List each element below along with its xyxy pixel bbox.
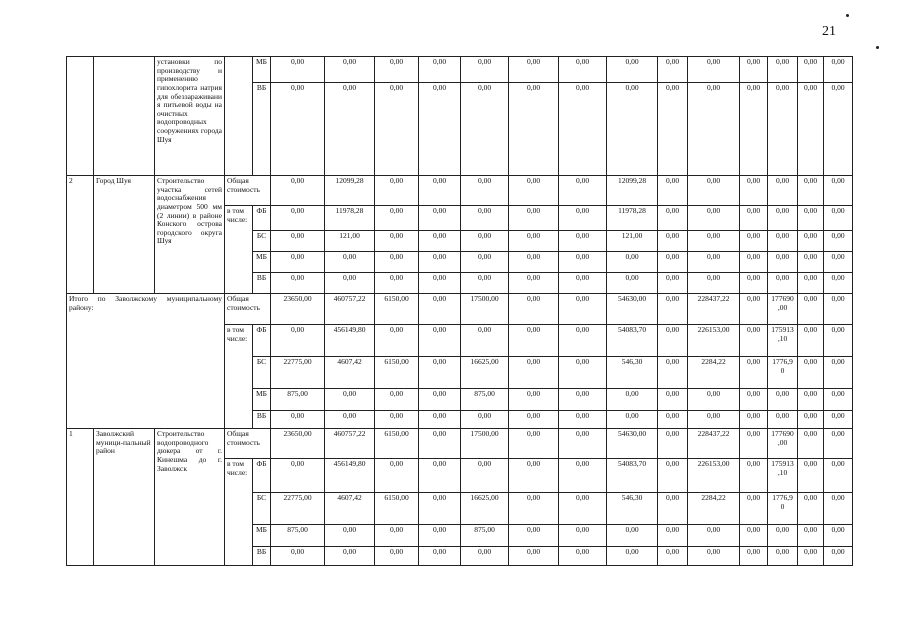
value-cell: 0,00 (509, 493, 559, 525)
value-cell: 0,00 (325, 83, 375, 176)
value-cell: 0,00 (658, 493, 688, 525)
value-cell: 0,00 (824, 411, 853, 429)
value-cell: 0,00 (688, 206, 740, 231)
value-cell: 0,00 (509, 252, 559, 273)
value-cell: 0,00 (740, 525, 768, 547)
value-cell: 0,00 (658, 429, 688, 459)
value-cell: 456149,80 (325, 459, 375, 493)
value-cell: 0,00 (658, 325, 688, 357)
value-cell: 875,00 (271, 389, 325, 411)
row-number (67, 57, 94, 176)
total-cost-label: Общая стоимость (225, 294, 271, 325)
value-cell: 0,00 (461, 252, 509, 273)
funding-source: ВБ (253, 411, 271, 429)
value-cell: 0,00 (824, 252, 853, 273)
value-cell: 0,00 (824, 176, 853, 206)
value-cell: 0,00 (375, 206, 419, 231)
value-cell: 0,00 (509, 429, 559, 459)
value-cell: 456149,80 (325, 325, 375, 357)
value-cell: 0,00 (419, 547, 461, 566)
value-cell: 0,00 (509, 547, 559, 566)
value-cell: 0,00 (658, 176, 688, 206)
municipality-name: Город Шуя (94, 176, 155, 294)
value-cell: 0,00 (559, 357, 607, 389)
value-cell: 0,00 (798, 429, 824, 459)
table-row (67, 429, 853, 459)
value-cell: 0,00 (607, 83, 658, 176)
value-cell: 22775,00 (271, 357, 325, 389)
value-cell: 0,00 (658, 294, 688, 325)
including-label: в том числе: (225, 206, 253, 294)
value-cell: 0,00 (509, 459, 559, 493)
value-cell: 0,00 (740, 493, 768, 525)
object-name: установки по производству и применению гипохлорита натрия для обеззараживани я питьевой воды на очистных водопроводных сооружениях города Шуя (155, 57, 225, 176)
value-cell: 0,00 (798, 389, 824, 411)
value-cell: 0,00 (607, 252, 658, 273)
value-cell: 0,00 (419, 273, 461, 294)
value-cell: 0,00 (271, 325, 325, 357)
value-cell: 0,00 (559, 547, 607, 566)
value-cell: 0,00 (375, 389, 419, 411)
value-cell: 0,00 (768, 252, 798, 273)
value-cell: 0,00 (688, 273, 740, 294)
value-cell: 0,00 (658, 57, 688, 83)
value-cell: 0,00 (740, 252, 768, 273)
value-cell: 0,00 (509, 525, 559, 547)
value-cell: 0,00 (798, 57, 824, 83)
value-cell: 0,00 (658, 389, 688, 411)
value-cell: 0,00 (658, 273, 688, 294)
value-cell: 2284,22 (688, 357, 740, 389)
value-cell: 0,00 (325, 547, 375, 566)
value-cell: 0,00 (768, 231, 798, 252)
funding-source: МБ (253, 389, 271, 411)
value-cell: 0,00 (768, 273, 798, 294)
value-cell: 0,00 (798, 273, 824, 294)
value-cell: 0,00 (375, 176, 419, 206)
value-cell: 0,00 (740, 176, 768, 206)
value-cell: 0,00 (509, 294, 559, 325)
value-cell: 0,00 (559, 459, 607, 493)
table-row (67, 176, 853, 206)
value-cell: 0,00 (559, 325, 607, 357)
value-cell: 0,00 (375, 83, 419, 176)
value-cell: 6150,00 (375, 493, 419, 525)
table-row (67, 294, 853, 325)
value-cell: 11978,28 (607, 206, 658, 231)
value-cell: 0,00 (509, 231, 559, 252)
value-cell: 0,00 (559, 389, 607, 411)
value-cell: 0,00 (559, 411, 607, 429)
value-cell: 0,00 (658, 411, 688, 429)
object-name: Строительство водопроводного дюкера от г. Кинешма до г. Заволжск (155, 429, 225, 566)
value-cell: 17500,00 (461, 294, 509, 325)
value-cell: 0,00 (658, 83, 688, 176)
value-cell: 0,00 (419, 493, 461, 525)
value-cell: 0,00 (740, 273, 768, 294)
value-cell: 0,00 (768, 57, 798, 83)
value-cell: 0,00 (509, 176, 559, 206)
including-label: в том числе: (225, 459, 253, 566)
value-cell: 22775,00 (271, 493, 325, 525)
value-cell: 0,00 (740, 357, 768, 389)
value-cell: 0,00 (768, 389, 798, 411)
value-cell: 0,00 (419, 57, 461, 83)
value-cell: 0,00 (658, 525, 688, 547)
value-cell: 0,00 (740, 325, 768, 357)
funding-source: ВБ (253, 547, 271, 566)
page-number: 21 (822, 24, 836, 39)
value-cell: 1776,9 0 (768, 493, 798, 525)
value-cell: 1776,9 0 (768, 357, 798, 389)
value-cell: 4607,42 (325, 357, 375, 389)
funding-source: БС (253, 231, 271, 252)
value-cell: 0,00 (688, 389, 740, 411)
value-cell: 0,00 (375, 459, 419, 493)
value-cell: 0,00 (688, 231, 740, 252)
value-cell: 0,00 (559, 273, 607, 294)
value-cell: 0,00 (375, 525, 419, 547)
value-cell: 0,00 (559, 525, 607, 547)
value-cell: 0,00 (824, 525, 853, 547)
value-cell: 0,00 (509, 389, 559, 411)
funding-source: ФБ (253, 206, 271, 231)
value-cell: 0,00 (375, 57, 419, 83)
value-cell: 0,00 (419, 294, 461, 325)
value-cell: 0,00 (798, 252, 824, 273)
value-cell: 177690 ,00 (768, 294, 798, 325)
value-cell: 0,00 (461, 206, 509, 231)
value-cell: 0,00 (461, 83, 509, 176)
value-cell: 0,00 (658, 252, 688, 273)
funding-source: ФБ (253, 325, 271, 357)
financing-table (66, 56, 853, 566)
table-body (67, 57, 853, 566)
value-cell: 0,00 (798, 357, 824, 389)
value-cell: 0,00 (375, 231, 419, 252)
value-cell: 546,30 (607, 493, 658, 525)
value-cell: 0,00 (559, 176, 607, 206)
value-cell: 0,00 (607, 57, 658, 83)
row-number: 1 (67, 429, 94, 566)
value-cell: 0,00 (559, 231, 607, 252)
value-cell: 0,00 (824, 325, 853, 357)
value-cell: 0,00 (658, 357, 688, 389)
value-cell: 121,00 (325, 231, 375, 252)
value-cell: 0,00 (824, 493, 853, 525)
value-cell: 0,00 (768, 547, 798, 566)
value-cell: 226153,00 (688, 459, 740, 493)
value-cell: 0,00 (325, 252, 375, 273)
value-cell: 0,00 (740, 411, 768, 429)
value-cell: 0,00 (271, 252, 325, 273)
value-cell: 0,00 (658, 459, 688, 493)
value-cell: 0,00 (419, 389, 461, 411)
value-cell: 0,00 (419, 429, 461, 459)
value-cell: 2284,22 (688, 493, 740, 525)
value-cell: 0,00 (658, 206, 688, 231)
value-cell: 0,00 (461, 325, 509, 357)
value-cell: 0,00 (740, 231, 768, 252)
value-cell: 0,00 (419, 459, 461, 493)
value-cell: 0,00 (688, 176, 740, 206)
value-cell: 0,00 (798, 525, 824, 547)
value-cell: 0,00 (559, 493, 607, 525)
value-cell: 0,00 (658, 547, 688, 566)
value-cell: 23650,00 (271, 294, 325, 325)
value-cell: 0,00 (509, 206, 559, 231)
value-cell: 0,00 (375, 252, 419, 273)
table-row (67, 57, 853, 83)
value-cell: 0,00 (688, 57, 740, 83)
value-cell: 0,00 (509, 83, 559, 176)
value-cell: 0,00 (768, 83, 798, 176)
value-cell: 0,00 (798, 176, 824, 206)
value-cell: 875,00 (271, 525, 325, 547)
total-cost-label: Общая стоимость (225, 176, 271, 206)
value-cell: 228437,22 (688, 429, 740, 459)
value-cell: 0,00 (768, 525, 798, 547)
value-cell: 0,00 (688, 525, 740, 547)
value-cell: 0,00 (824, 83, 853, 176)
value-cell: 177690 ,00 (768, 429, 798, 459)
value-cell: 0,00 (271, 57, 325, 83)
value-cell: 16625,00 (461, 493, 509, 525)
value-cell: 0,00 (271, 411, 325, 429)
value-cell: 0,00 (740, 459, 768, 493)
value-cell: 0,00 (607, 389, 658, 411)
value-cell: 0,00 (740, 57, 768, 83)
value-cell: 0,00 (798, 83, 824, 176)
funding-source: БС (253, 493, 271, 525)
blank-label-cell (225, 57, 253, 176)
value-cell: 0,00 (740, 294, 768, 325)
value-cell: 0,00 (768, 206, 798, 231)
funding-source: ФБ (253, 459, 271, 493)
value-cell: 175913 ,10 (768, 325, 798, 357)
value-cell: 0,00 (461, 231, 509, 252)
value-cell: 0,00 (559, 206, 607, 231)
value-cell: 0,00 (798, 459, 824, 493)
value-cell: 0,00 (325, 273, 375, 294)
value-cell: 0,00 (740, 547, 768, 566)
object-name: Строительство участка сетей водоснабжения диаметром 500 мм (2 линии) в районе Конского острова городского округа Шуя (155, 176, 225, 294)
value-cell: 0,00 (375, 325, 419, 357)
funding-source: МБ (253, 57, 271, 83)
value-cell: 0,00 (419, 206, 461, 231)
value-cell: 0,00 (461, 547, 509, 566)
value-cell: 0,00 (607, 411, 658, 429)
value-cell: 12099,28 (607, 176, 658, 206)
value-cell: 0,00 (768, 176, 798, 206)
value-cell: 0,00 (461, 459, 509, 493)
value-cell: 0,00 (559, 83, 607, 176)
value-cell: 0,00 (824, 389, 853, 411)
value-cell: 0,00 (419, 176, 461, 206)
value-cell: 0,00 (824, 206, 853, 231)
value-cell: 0,00 (419, 83, 461, 176)
value-cell: 0,00 (461, 411, 509, 429)
value-cell: 0,00 (688, 252, 740, 273)
value-cell: 460757,22 (325, 294, 375, 325)
value-cell: 175913 ,10 (768, 459, 798, 493)
value-cell: 0,00 (740, 206, 768, 231)
value-cell: 0,00 (375, 547, 419, 566)
value-cell: 228437,22 (688, 294, 740, 325)
scan-speck (876, 46, 879, 49)
value-cell: 0,00 (461, 57, 509, 83)
value-cell: 0,00 (824, 273, 853, 294)
funding-source: МБ (253, 252, 271, 273)
value-cell: 0,00 (607, 525, 658, 547)
value-cell: 0,00 (461, 176, 509, 206)
value-cell: 875,00 (461, 525, 509, 547)
value-cell: 0,00 (740, 389, 768, 411)
value-cell: 0,00 (798, 206, 824, 231)
value-cell: 0,00 (271, 176, 325, 206)
value-cell: 0,00 (824, 459, 853, 493)
funding-source: МБ (253, 525, 271, 547)
value-cell: 0,00 (824, 231, 853, 252)
value-cell: 0,00 (375, 273, 419, 294)
value-cell: 0,00 (509, 57, 559, 83)
value-cell: 0,00 (798, 547, 824, 566)
value-cell: 6150,00 (375, 429, 419, 459)
value-cell: 0,00 (419, 325, 461, 357)
value-cell: 16625,00 (461, 357, 509, 389)
value-cell: 54083,70 (607, 459, 658, 493)
municipality-name: Заволжский муници-пальный район (94, 429, 155, 566)
value-cell: 0,00 (798, 493, 824, 525)
value-cell: 121,00 (607, 231, 658, 252)
value-cell: 17500,00 (461, 429, 509, 459)
value-cell: 0,00 (509, 273, 559, 294)
value-cell: 0,00 (559, 57, 607, 83)
value-cell: 0,00 (509, 411, 559, 429)
value-cell: 12099,28 (325, 176, 375, 206)
value-cell: 0,00 (271, 83, 325, 176)
value-cell: 0,00 (559, 429, 607, 459)
value-cell: 0,00 (798, 411, 824, 429)
value-cell: 875,00 (461, 389, 509, 411)
funding-source: ВБ (253, 273, 271, 294)
value-cell: 0,00 (509, 357, 559, 389)
value-cell: 0,00 (607, 547, 658, 566)
value-cell: 0,00 (419, 231, 461, 252)
value-cell: 0,00 (271, 206, 325, 231)
value-cell: 0,00 (824, 357, 853, 389)
value-cell: 0,00 (271, 547, 325, 566)
value-cell: 0,00 (824, 57, 853, 83)
value-cell: 0,00 (461, 273, 509, 294)
value-cell: 0,00 (419, 357, 461, 389)
value-cell: 0,00 (325, 525, 375, 547)
municipality-name (94, 57, 155, 176)
value-cell: 54630,00 (607, 294, 658, 325)
value-cell: 6150,00 (375, 294, 419, 325)
value-cell: 0,00 (325, 411, 375, 429)
value-cell: 23650,00 (271, 429, 325, 459)
value-cell: 0,00 (768, 411, 798, 429)
value-cell: 0,00 (688, 411, 740, 429)
value-cell: 0,00 (509, 325, 559, 357)
value-cell: 0,00 (824, 294, 853, 325)
value-cell: 0,00 (559, 294, 607, 325)
value-cell: 0,00 (559, 252, 607, 273)
value-cell: 0,00 (419, 525, 461, 547)
funding-source: БС (253, 357, 271, 389)
total-cost-label: Общая стоимость (225, 429, 271, 459)
value-cell: 0,00 (740, 83, 768, 176)
value-cell: 0,00 (271, 231, 325, 252)
value-cell: 4607,42 (325, 493, 375, 525)
value-cell: 0,00 (798, 231, 824, 252)
value-cell: 460757,22 (325, 429, 375, 459)
value-cell: 54630,00 (607, 429, 658, 459)
total-label: Итого по Заволжскому муниципальному району: (67, 294, 225, 429)
value-cell: 0,00 (607, 273, 658, 294)
value-cell: 54083,70 (607, 325, 658, 357)
value-cell: 0,00 (271, 273, 325, 294)
value-cell: 0,00 (798, 325, 824, 357)
value-cell: 0,00 (688, 547, 740, 566)
value-cell: 11978,28 (325, 206, 375, 231)
value-cell: 0,00 (375, 411, 419, 429)
value-cell: 0,00 (740, 429, 768, 459)
funding-source: ВБ (253, 83, 271, 176)
value-cell: 546,30 (607, 357, 658, 389)
value-cell: 0,00 (419, 411, 461, 429)
value-cell: 0,00 (824, 547, 853, 566)
value-cell: 0,00 (658, 231, 688, 252)
value-cell: 6150,00 (375, 357, 419, 389)
value-cell: 0,00 (325, 57, 375, 83)
value-cell: 0,00 (824, 429, 853, 459)
value-cell: 0,00 (798, 294, 824, 325)
value-cell: 0,00 (419, 252, 461, 273)
including-label: в том числе: (225, 325, 253, 429)
value-cell: 0,00 (325, 389, 375, 411)
value-cell: 0,00 (688, 83, 740, 176)
value-cell: 0,00 (271, 459, 325, 493)
scan-speck (846, 14, 849, 17)
row-number: 2 (67, 176, 94, 294)
value-cell: 226153,00 (688, 325, 740, 357)
